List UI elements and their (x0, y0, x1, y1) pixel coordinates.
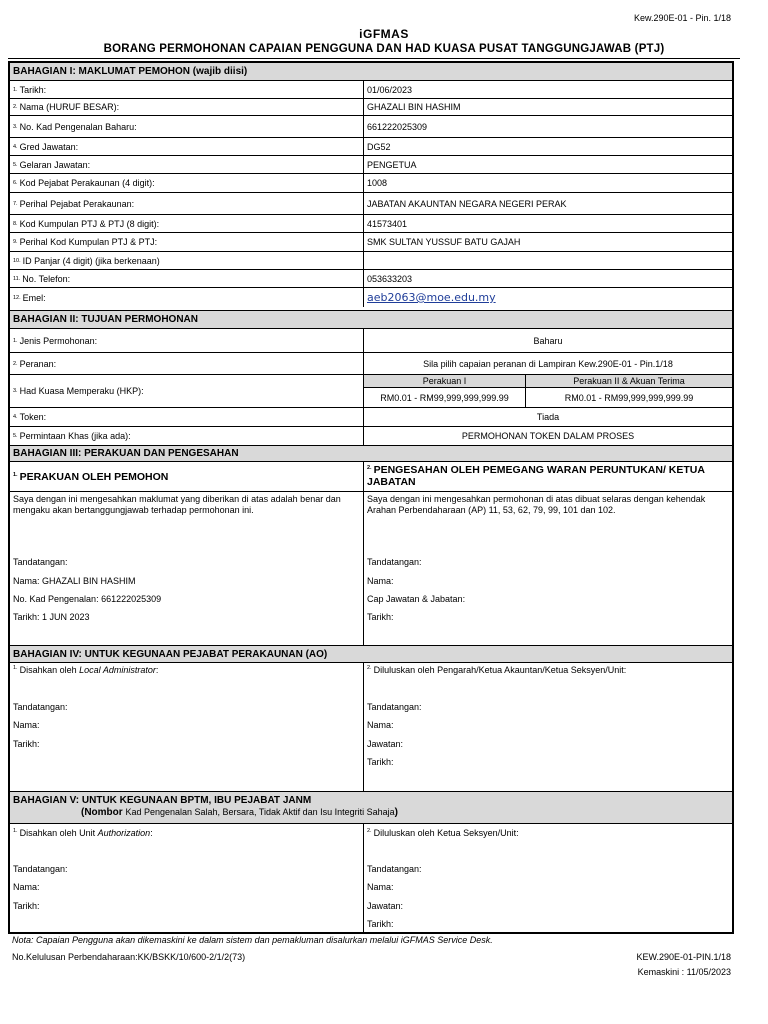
applicant-field-label: 11. No. Telefon: (10, 270, 364, 287)
pengesahan-head: $^{2.}$ PENGESAHAN OLEH PEMEGANG WARAN PERUNTUKAN/ KETUA JABATAN (367, 464, 705, 488)
applicant-row (10, 174, 732, 193)
section-4-header: BAHAGIAN IV: UNTUK KEGUNAAN PEJABAT PERAKAUNAN (AO) (10, 645, 732, 663)
bptm-tarikh-2[interactable]: Tarikh: (367, 919, 394, 929)
section-4-body (10, 663, 732, 791)
ao-jawatan-2[interactable]: Jawatan: (367, 739, 404, 749)
pemohon-ic: No. Kad Pengenalan: 661222025309 (13, 594, 162, 604)
peranan-row (10, 353, 732, 375)
pengesah-tarikh[interactable]: Tarikh: (367, 612, 394, 622)
token-value[interactable]: Tiada (536, 412, 560, 422)
ao-tandatangan-2[interactable]: Tandatangan: (367, 702, 422, 712)
bptm-jawatan-2[interactable]: Jawatan: (367, 901, 404, 911)
ao-nama-2[interactable]: Nama: (367, 720, 394, 730)
applicant-row (10, 215, 732, 233)
applicant-row (10, 156, 732, 174)
section-3-body (10, 492, 732, 645)
hkp-value-row (364, 388, 732, 407)
token-row (10, 408, 732, 427)
applicant-row (10, 193, 732, 215)
applicant-row (10, 116, 732, 138)
bptm-tandatangan-1[interactable]: Tandatangan: (13, 864, 68, 874)
form-reference: Kew.290E-01 - Pin. 1/18 (633, 13, 731, 23)
applicant-field-value[interactable]: 661222025309 (367, 121, 428, 132)
applicant-field-label: 5. Gelaran Jawatan: (10, 156, 364, 173)
applicant-field-label: 4. Gred Jawatan: (10, 138, 364, 155)
pengesah-cap[interactable]: Cap Jawatan & Jabatan: (367, 594, 466, 604)
applicant-row (10, 270, 732, 288)
ao-tarikh-1[interactable]: Tarikh: (13, 739, 40, 749)
bptm-tarikh-1[interactable]: Tarikh: (13, 901, 40, 911)
ao-disahkan: $^{1.}$ Disahkan oleh Local Administrator: Tandatangan: Nama: Tarikh: (10, 663, 364, 791)
jenis-permohonan-row (10, 329, 732, 353)
hkp-col1-head: Perakuan I (364, 375, 526, 387)
applicant-field-label: 6. Kod Pejabat Perakaunan (4 digit): (10, 174, 364, 192)
hkp-col2-head: Perakuan II & Akuan Terima (573, 376, 685, 386)
token-label: 4. Token: (10, 408, 364, 426)
section-3-header: BAHAGIAN III: PERAKUAN DAN PENGESAHAN (10, 445, 732, 462)
bptm-diluluskan: $^{2.}$ Diluluskan oleh Ketua Seksyen/Unit: Tandatangan: Nama: Jawatan: Tarikh: (367, 828, 519, 929)
section-5-body (10, 824, 732, 932)
applicant-field-value[interactable]: 01/06/2023 (367, 84, 413, 95)
bptm-disahkan: $^{1.}$ Disahkan oleh Unit Authorization: Tandatangan: Nama: Tarikh: (10, 824, 364, 932)
applicant-field-value[interactable]: GHAZALI BIN HASHIM (367, 102, 461, 112)
bptm-nama-1[interactable]: Nama: (13, 882, 40, 892)
jenis-permohonan-value[interactable]: Baharu (533, 335, 563, 346)
peranan-label: 2. Peranan: (10, 353, 364, 374)
footer-note: Nota: Capaian Pengguna akan dikemaskini ke dalam sistem dan pemakluman disalurkan melalui iGFMAS Service Desk. (12, 935, 493, 945)
applicant-field-label: 10. ID Panjar (4 digit) (jika berkenaan) (10, 252, 364, 269)
applicant-field-label: 3. No. Kad Pengenalan Baharu: (10, 116, 364, 137)
applicant-field-value[interactable]: DG52 (367, 141, 391, 152)
applicant-row (10, 288, 732, 307)
hkp-label: 3. Had Kuasa Memperaku (HKP): (10, 375, 364, 407)
jenis-permohonan-label: 1. Jenis Permohonan: (10, 329, 364, 352)
hkp-row (10, 375, 732, 408)
applicant-field-value[interactable]: aeb2063@moe.edu.my (367, 291, 496, 304)
applicant-field-value[interactable]: JABATAN AKAUNTAN NEGARA NEGERI PERAK (367, 198, 567, 209)
pengesah-tandatangan[interactable]: Tandatangan: (367, 557, 422, 567)
applicant-field-value[interactable]: 053633203 (367, 273, 413, 284)
permintaan-khas-value[interactable]: PERMOHONAN TOKEN DALAM PROSES (461, 431, 635, 441)
applicant-field-label: 2. Nama (HURUF BESAR): (10, 99, 364, 115)
pemohon-tandatangan[interactable]: Tandatangan: (13, 557, 68, 567)
applicant-field-label: 12. Emel: (10, 288, 364, 307)
applicant-field-label: 1. Tarikh: (10, 81, 364, 98)
ao-tarikh-2[interactable]: Tarikh: (367, 757, 394, 767)
footer-kemaskini: Kemaskini : 11/05/2023 (637, 967, 731, 977)
footer-ref: KEW.290E-01-PIN.1/18 (636, 952, 731, 962)
ao-nama-1[interactable]: Nama: (13, 720, 40, 730)
bptm-nama-2[interactable]: Nama: (367, 882, 394, 892)
permintaan-khas-label: 5. Permintaan Khas (jika ada): (10, 427, 364, 445)
hkp-col2-value[interactable]: RM0.01 - RM99,999,999,999.99 (564, 392, 694, 403)
hkp-col1-value[interactable]: RM0.01 - RM99,999,999,999.99 (364, 388, 526, 407)
applicant-field-label: 7. Perihal Pejabat Perakaunan: (10, 193, 364, 214)
applicant-field-value[interactable]: SMK SULTAN YUSSUF BATU GAJAH (367, 237, 521, 247)
pemohon-nama: Nama: GHAZALI BIN HASHIM (13, 576, 136, 586)
applicant-field-label: 8. Kod Kumpulan PTJ & PTJ (8 digit): (10, 215, 364, 232)
applicant-field-value[interactable]: 41573401 (367, 218, 408, 229)
pengesah-nama[interactable]: Nama: (367, 576, 394, 586)
form-frame (8, 61, 734, 934)
section-5-header: BAHAGIAN V: UNTUK KEGUNAAN BPTM, IBU PEJABAT JANM (Nombor Kad Pengenalan Salah, Bersara, Tidak Aktif dan Isu Integriti Sahaja) (10, 791, 732, 824)
applicant-field-label: 9. Perihal Kod Kumpulan PTJ & PTJ: (10, 233, 364, 251)
bptm-tandatangan-2[interactable]: Tandatangan: (367, 864, 422, 874)
peranan-value[interactable]: Sila pilih capaian peranan di Lampiran Kew.290E-01 - Pin.1/18 (423, 358, 673, 369)
pemohon-tarikh: Tarikh: 1 JUN 2023 (13, 612, 90, 622)
title-divider (8, 58, 740, 59)
section-3-subheads (10, 462, 732, 492)
perakuan-pemohon-body (10, 492, 364, 645)
app-title: iGFMAS (359, 27, 409, 41)
applicant-row (10, 81, 732, 99)
applicant-field-value[interactable]: 1008 (367, 178, 388, 188)
hkp-head-row (364, 375, 732, 388)
footer-kelulusan: No.Kelulusan Perbendaharaan:KK/BSKK/10/600-2/1/2(73) (12, 952, 246, 962)
section-2-header: BAHAGIAN II: TUJUAN PERMOHONAN (10, 310, 732, 329)
ao-diluluskan: $^{2.}$ Diluluskan oleh Pengarah/Ketua Akauntan/Ketua Seksyen/Unit: Tandatangan: Nama: Jawatan: Tarikh: (367, 665, 627, 767)
ao-tandatangan-1[interactable]: Tandatangan: (13, 702, 68, 712)
pengesahan-body (364, 492, 732, 645)
applicant-field-value[interactable]: PENGETUA (367, 159, 417, 170)
applicant-row (10, 138, 732, 156)
perakuan-pemohon-head: $^{1.}$ PERAKUAN OLEH PEMOHON (10, 462, 364, 491)
applicant-field-value[interactable] (364, 252, 732, 269)
permintaan-khas-row (10, 427, 732, 445)
section-1-header: BAHAGIAN I: MAKLUMAT PEMOHON (wajib diisi) (10, 63, 732, 81)
applicant-row (10, 233, 732, 252)
perakuan-text: Saya dengan ini mengesahkan maklumat yang diberikan di atas adalah benar dan mengaku akan bertanggungjawab terhadap permohonan ini. (13, 494, 341, 515)
applicant-row (10, 252, 732, 270)
form-title: BORANG PERMOHONAN CAPAIAN PENGGUNA DAN HAD KUASA PUSAT TANGGUNGJAWAB (PTJ) (103, 43, 665, 55)
applicant-row (10, 99, 732, 116)
pengesahan-text: Saya dengan ini mengesahkan permohonan di atas dibuat selaras dengan kehendak Arahan Perbendaharaan (AP) 11, 53, 62, 79, 99, 101 dan 102. (367, 494, 706, 515)
